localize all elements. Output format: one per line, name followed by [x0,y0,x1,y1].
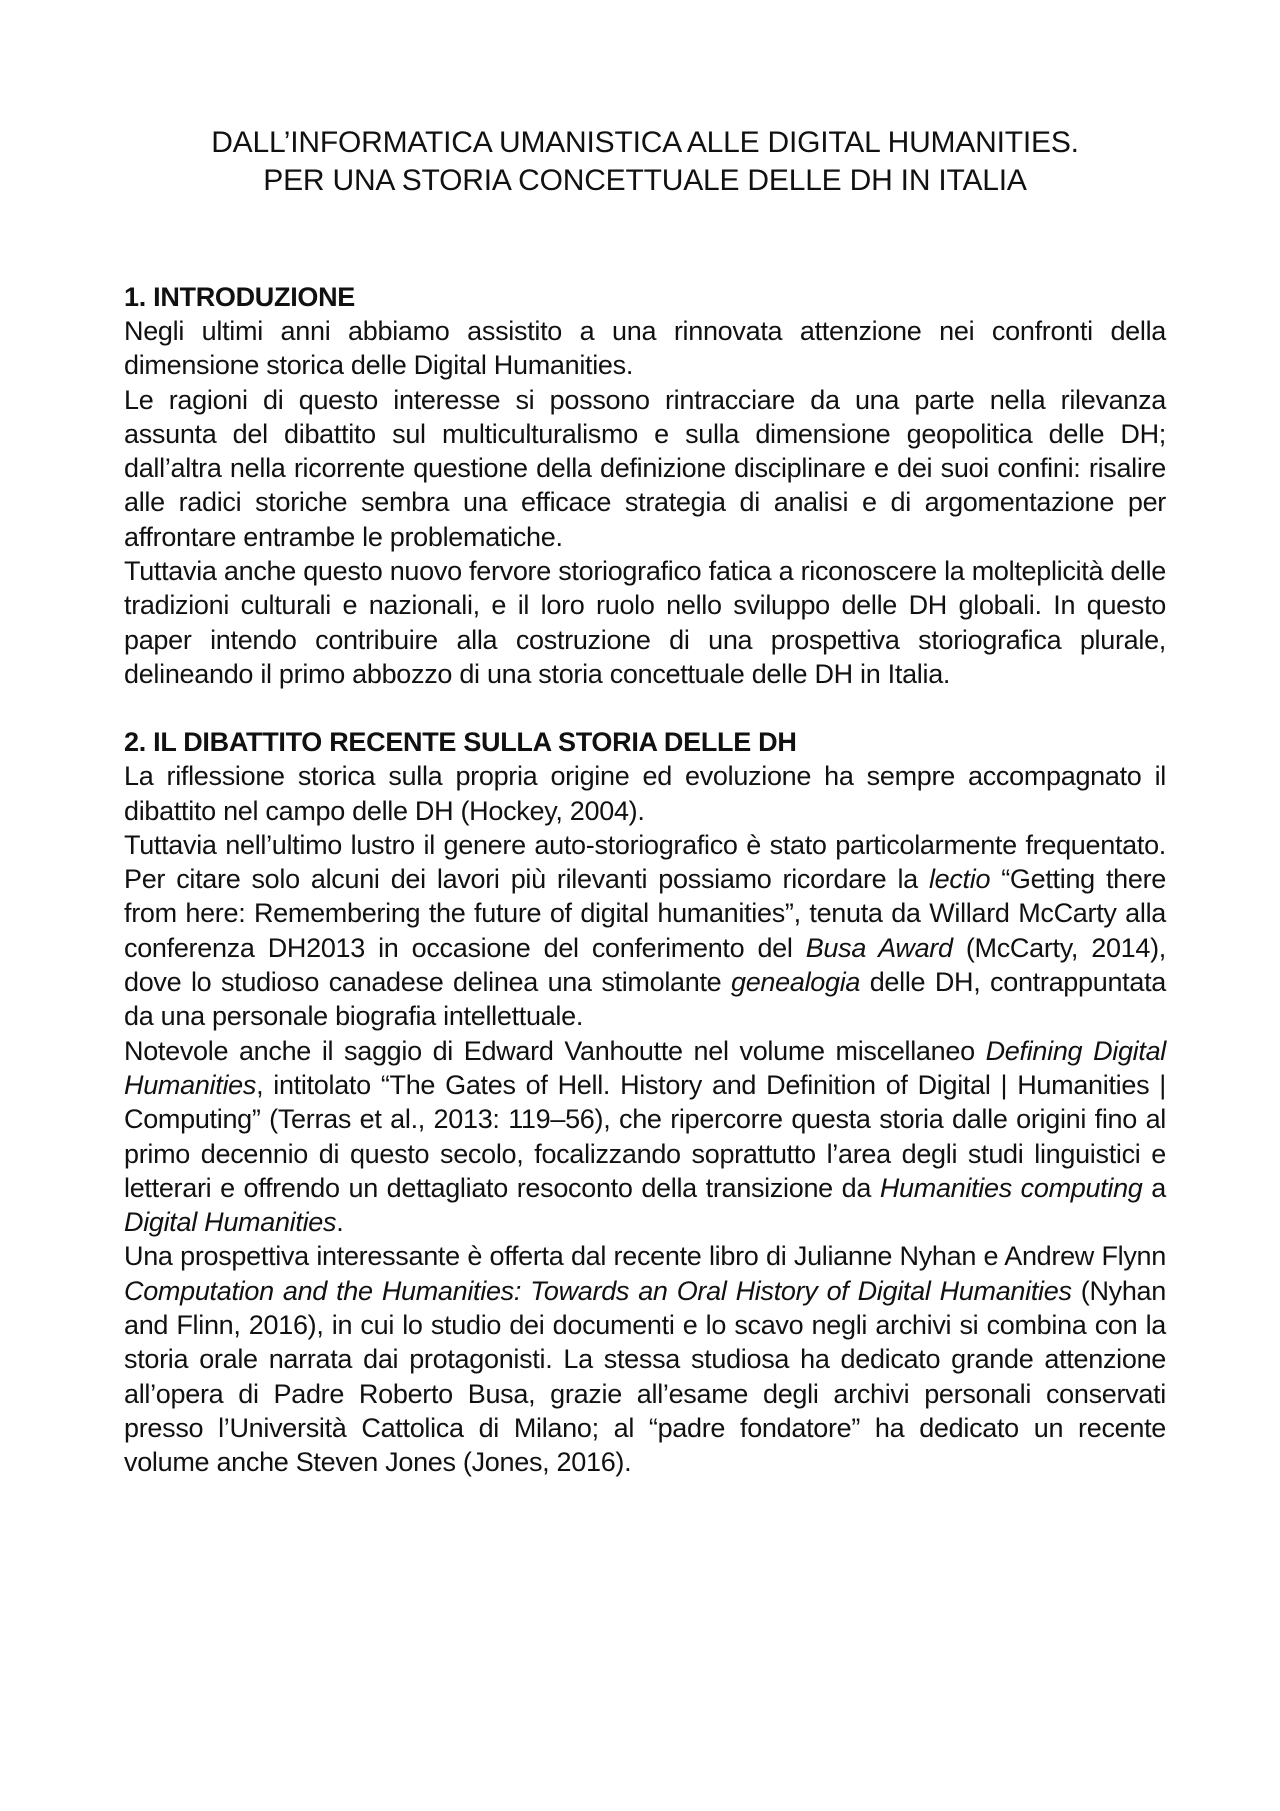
italic-term-genealogia: genealogia [730,967,861,998]
text-run: (McCarty, 2014), dove lo studioso canadese delinea una stimolante [124,932,1166,998]
section-1-paragraph-1: Negli ultimi anni abbiamo assistito a una rinnovata attenzione nei confronti della dimensione storica delle Digital Humanities. [124,316,1166,381]
text-run: Tuttavia nell’ultimo lustro il genere auto-storiografico è stato particolarmente frequentato. Per citare solo alcuni dei lavori più rilevanti possiamo ricordare la [124,829,1166,895]
italic-term-lectio: lectio [928,864,991,895]
section-2-paragraph-4 [124,1239,1166,1479]
section-2-paragraph-3 [124,1034,1166,1240]
italic-term-busa-award: Busa Award [805,932,953,963]
section-dibattito [124,725,1166,1479]
document-page [124,124,1166,1480]
italic-term-digital-humanities: Digital Humanities [124,1207,337,1238]
text-run: Una prospettiva interessante è offerta dal recente libro di Julianne Nyhan e Andrew Flynn [124,1241,1166,1272]
title-line-2: PER UNA STORIA CONCETTUALE DELLE DH IN ITALIA [263,164,1027,197]
text-run: “Getting there from here: Remembering the future of digital humanities”, tenuta da Willard McCarty alla conferenza DH2013 in occasione del conferimento del [124,864,1166,963]
italic-term-humanities-computing: Humanities computing [879,1172,1143,1203]
italic-book-title: Computation and the Humanities: Towards an Oral History of Digital Humanities [124,1275,1072,1306]
italic-book-title: Defining Digital Humanities [124,1035,1166,1100]
section-1-paragraph-2: Le ragioni di questo interesse si possono rintracciare da una parte nella rilevanza assunta del dibattito sul multiculturalismo e sulla dimensione geopolitica delle DH; dall’altra nella ricorrente questione della definizione disciplinare e dei suoi confini: risalire alle radici storiche sembra una efficace strategia di analisi e di argomentazione per affrontare entrambe le problematiche. [124,384,1166,552]
text-run: . [336,1207,344,1238]
text-run: (Nyhan and Flinn, 2016), in cui lo studio dei documenti e lo scavo negli archivi si combina con la storia orale narrata dai protagonisti. La stessa studiosa ha dedicato grande attenzione all’opera di Padre Roberto Busa, grazie all’esame degli archivi personali conservati presso l’Università Cattolica di Milano; al “padre fondatore” ha dedicato un recente volume anche Steven Jones (Jones, 2016). [124,1275,1166,1478]
section-introduzione [124,280,1166,691]
section-1-paragraph-3: Tuttavia anche questo nuovo fervore storiografico fatica a riconoscere la molteplicità delle tradizioni culturali e nazionali, e il loro ruolo nello sviluppo delle DH globali. In questo paper intendo contribuire alla costruzione di una prospettiva storiografica plurale, delineando il primo abbozzo di una storia concettuale delle DH in Italia. [124,556,1166,689]
section-1-heading: 1. INTRODUZIONE [124,282,356,312]
section-2-paragraph-1: La riflessione storica sulla propria origine ed evoluzione ha sempre accompagnato il dibattito nel campo delle DH (Hockey, 2004). [124,761,1166,826]
text-run: , intitolato “The Gates of Hell. History and Definition of Digital | Humanities | Computing” (Terras et al., 2013: 119–56), che ripercorre questa storia dalle origini fino al primo decennio di questo secolo, focalizzando soprattutto l’area degli studi linguistici e letterari e offrendo un dettagliato resoconto della transizione da [124,1069,1166,1203]
section-2-heading: 2. IL DIBATTITO RECENTE SULLA STORIA DELLE DH [124,727,797,758]
text-run: delle DH, contrappuntata da una personale biografia intellettuale. [124,967,1166,1032]
text-run: a [1142,1172,1166,1203]
document-title [124,124,1166,200]
text-run: Notevole anche il saggio di Edward Vanhoutte nel volume miscellaneo [124,1035,986,1066]
title-line-1: DALL’INFORMATICA UMANISTICA ALLE DIGITAL HUMANITIES. [211,126,1079,159]
section-2-paragraph-2 [124,828,1166,1034]
